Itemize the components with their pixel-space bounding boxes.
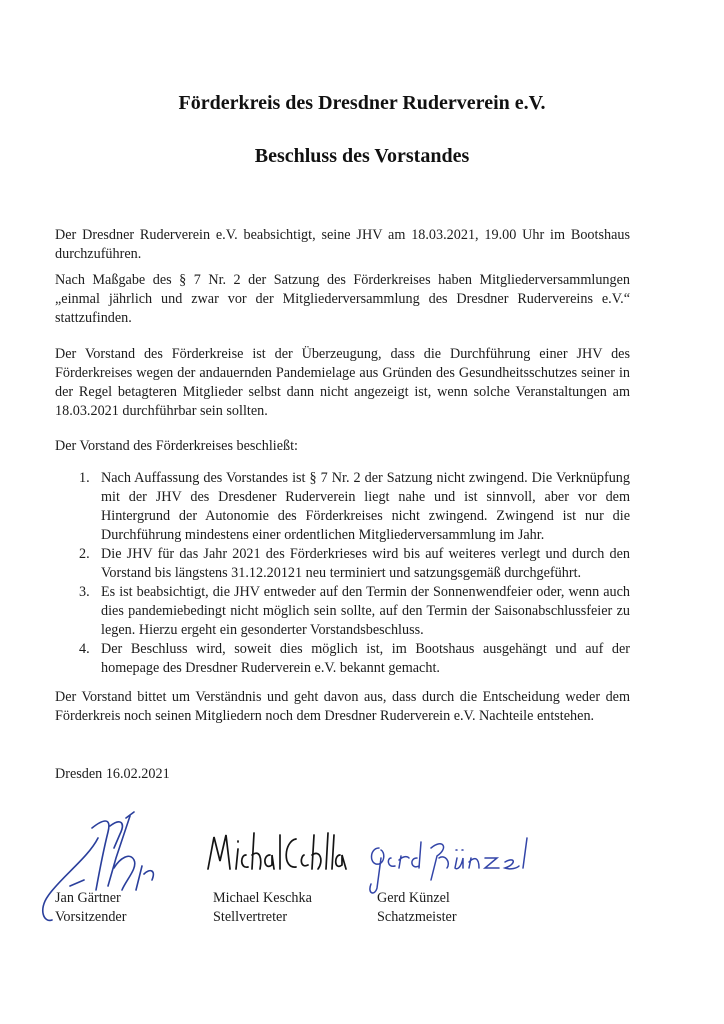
signatory-role: Vorsitzender — [55, 909, 127, 925]
signature-gerd-kuenzel — [365, 828, 545, 898]
paragraph-resolves: Der Vorstand des Förderkreises beschließt: — [55, 438, 298, 454]
resolution-text: Es ist beabsichtigt, die JHV entweder auf den Termin der Sonnenwendfeier oder, wenn auch dies pandemiebedingt nicht möglich sein sollte, auf den Termin der Saisonabschlussfeier zu legen. Hierzu ergeht ein gesonderter Vorstandsbeschluss. — [101, 584, 630, 638]
signatory-name: Michael Keschka — [213, 890, 312, 906]
signature-stroke — [208, 833, 346, 869]
resolution-item — [55, 583, 630, 640]
signatory-chair — [55, 889, 126, 927]
paragraph-intro: Der Dresdner Ruderverein e.V. beabsichtigt, seine JHV am 18.03.2021, 19.00 Uhr im Bootshaus durchzuführen. — [55, 227, 630, 262]
paragraph-closing: Der Vorstand bittet um Verständnis und geht davon aus, dass durch die Entscheidung weder dem Förderkreis noch seinen Mitgliedern noch dem Dresdner Ruderverein e.V. Nachteile entstehen. — [55, 689, 630, 724]
organization-title: Förderkreis des Dresdner Ruderverein e.V. — [178, 92, 546, 114]
signatory-name: Jan Gärtner — [55, 890, 121, 906]
resolution-text: Nach Auffassung des Vorstandes ist § 7 Nr. 2 der Satzung nicht zwingend. Die Verknüpfung mit der JHV des Dresdener Ruderverein liegt nahe und ist sinnvoll, aber vor dem Hintergrund der Autonomie des Förderkreises nicht zwingend. Zwingend ist nur die Durchführung mindestens einer ordentlichen Mitgliederversammlung im Jahr. — [101, 470, 630, 543]
signatory-role: Schatzmeister — [377, 909, 457, 925]
signature-stroke — [370, 838, 527, 893]
signatory-deputy — [213, 889, 312, 927]
date-line: Dresden 16.02.2021 — [55, 766, 170, 782]
resolution-number: 2. — [79, 546, 90, 562]
signatory-role: Stellvertreter — [213, 909, 288, 925]
resolution-number: 4. — [79, 641, 90, 657]
resolution-number: 3. — [79, 584, 90, 600]
signatory-treasurer — [377, 889, 457, 927]
signatory-name: Gerd Künzel — [377, 890, 450, 906]
resolution-text: Der Beschluss wird, soweit dies möglich ist, im Bootshaus ausgehängt und auf der homepage des Dresdner Ruderverein e.V. bekannt gemacht. — [101, 641, 630, 676]
resolution-item — [55, 469, 630, 545]
resolution-number: 1. — [79, 470, 90, 486]
resolution-text: Die JHV für das Jahr 2021 des Förderkrieses wird bis auf weiteres verlegt und durch den Vorstand bis längstens 31.12.20121 neu terminiert und satzungsgemäß durchgeführt. — [101, 546, 630, 581]
paragraph-conviction: Der Vorstand des Förderkreise ist der Überzeugung, dass die Durchführung einer JHV des Förderkreises wegen der andauernden Pandemielage aus Gründen des Gesundheitsschutzes seiner in der Regel betagteren Mitglieder selbst dann nicht angezeigt ist, wenn solche Veranstaltungen am 18.03.2021 durchführbar sein sollten. — [55, 346, 630, 419]
paragraph-statute: Nach Maßgabe des § 7 Nr. 2 der Satzung des Förderkreises haben Mitgliederversammlungen „einmal jährlich und zwar vor der Mitgliederversammlung des Dresdner Rudervereins e.V.“ stattzufinden. — [55, 272, 630, 326]
resolution-list — [55, 469, 630, 678]
signature-michael-keschka — [200, 825, 360, 885]
resolution-item — [55, 640, 630, 678]
resolution-item — [55, 545, 630, 583]
document-title: Beschluss des Vorstandes — [254, 145, 470, 167]
